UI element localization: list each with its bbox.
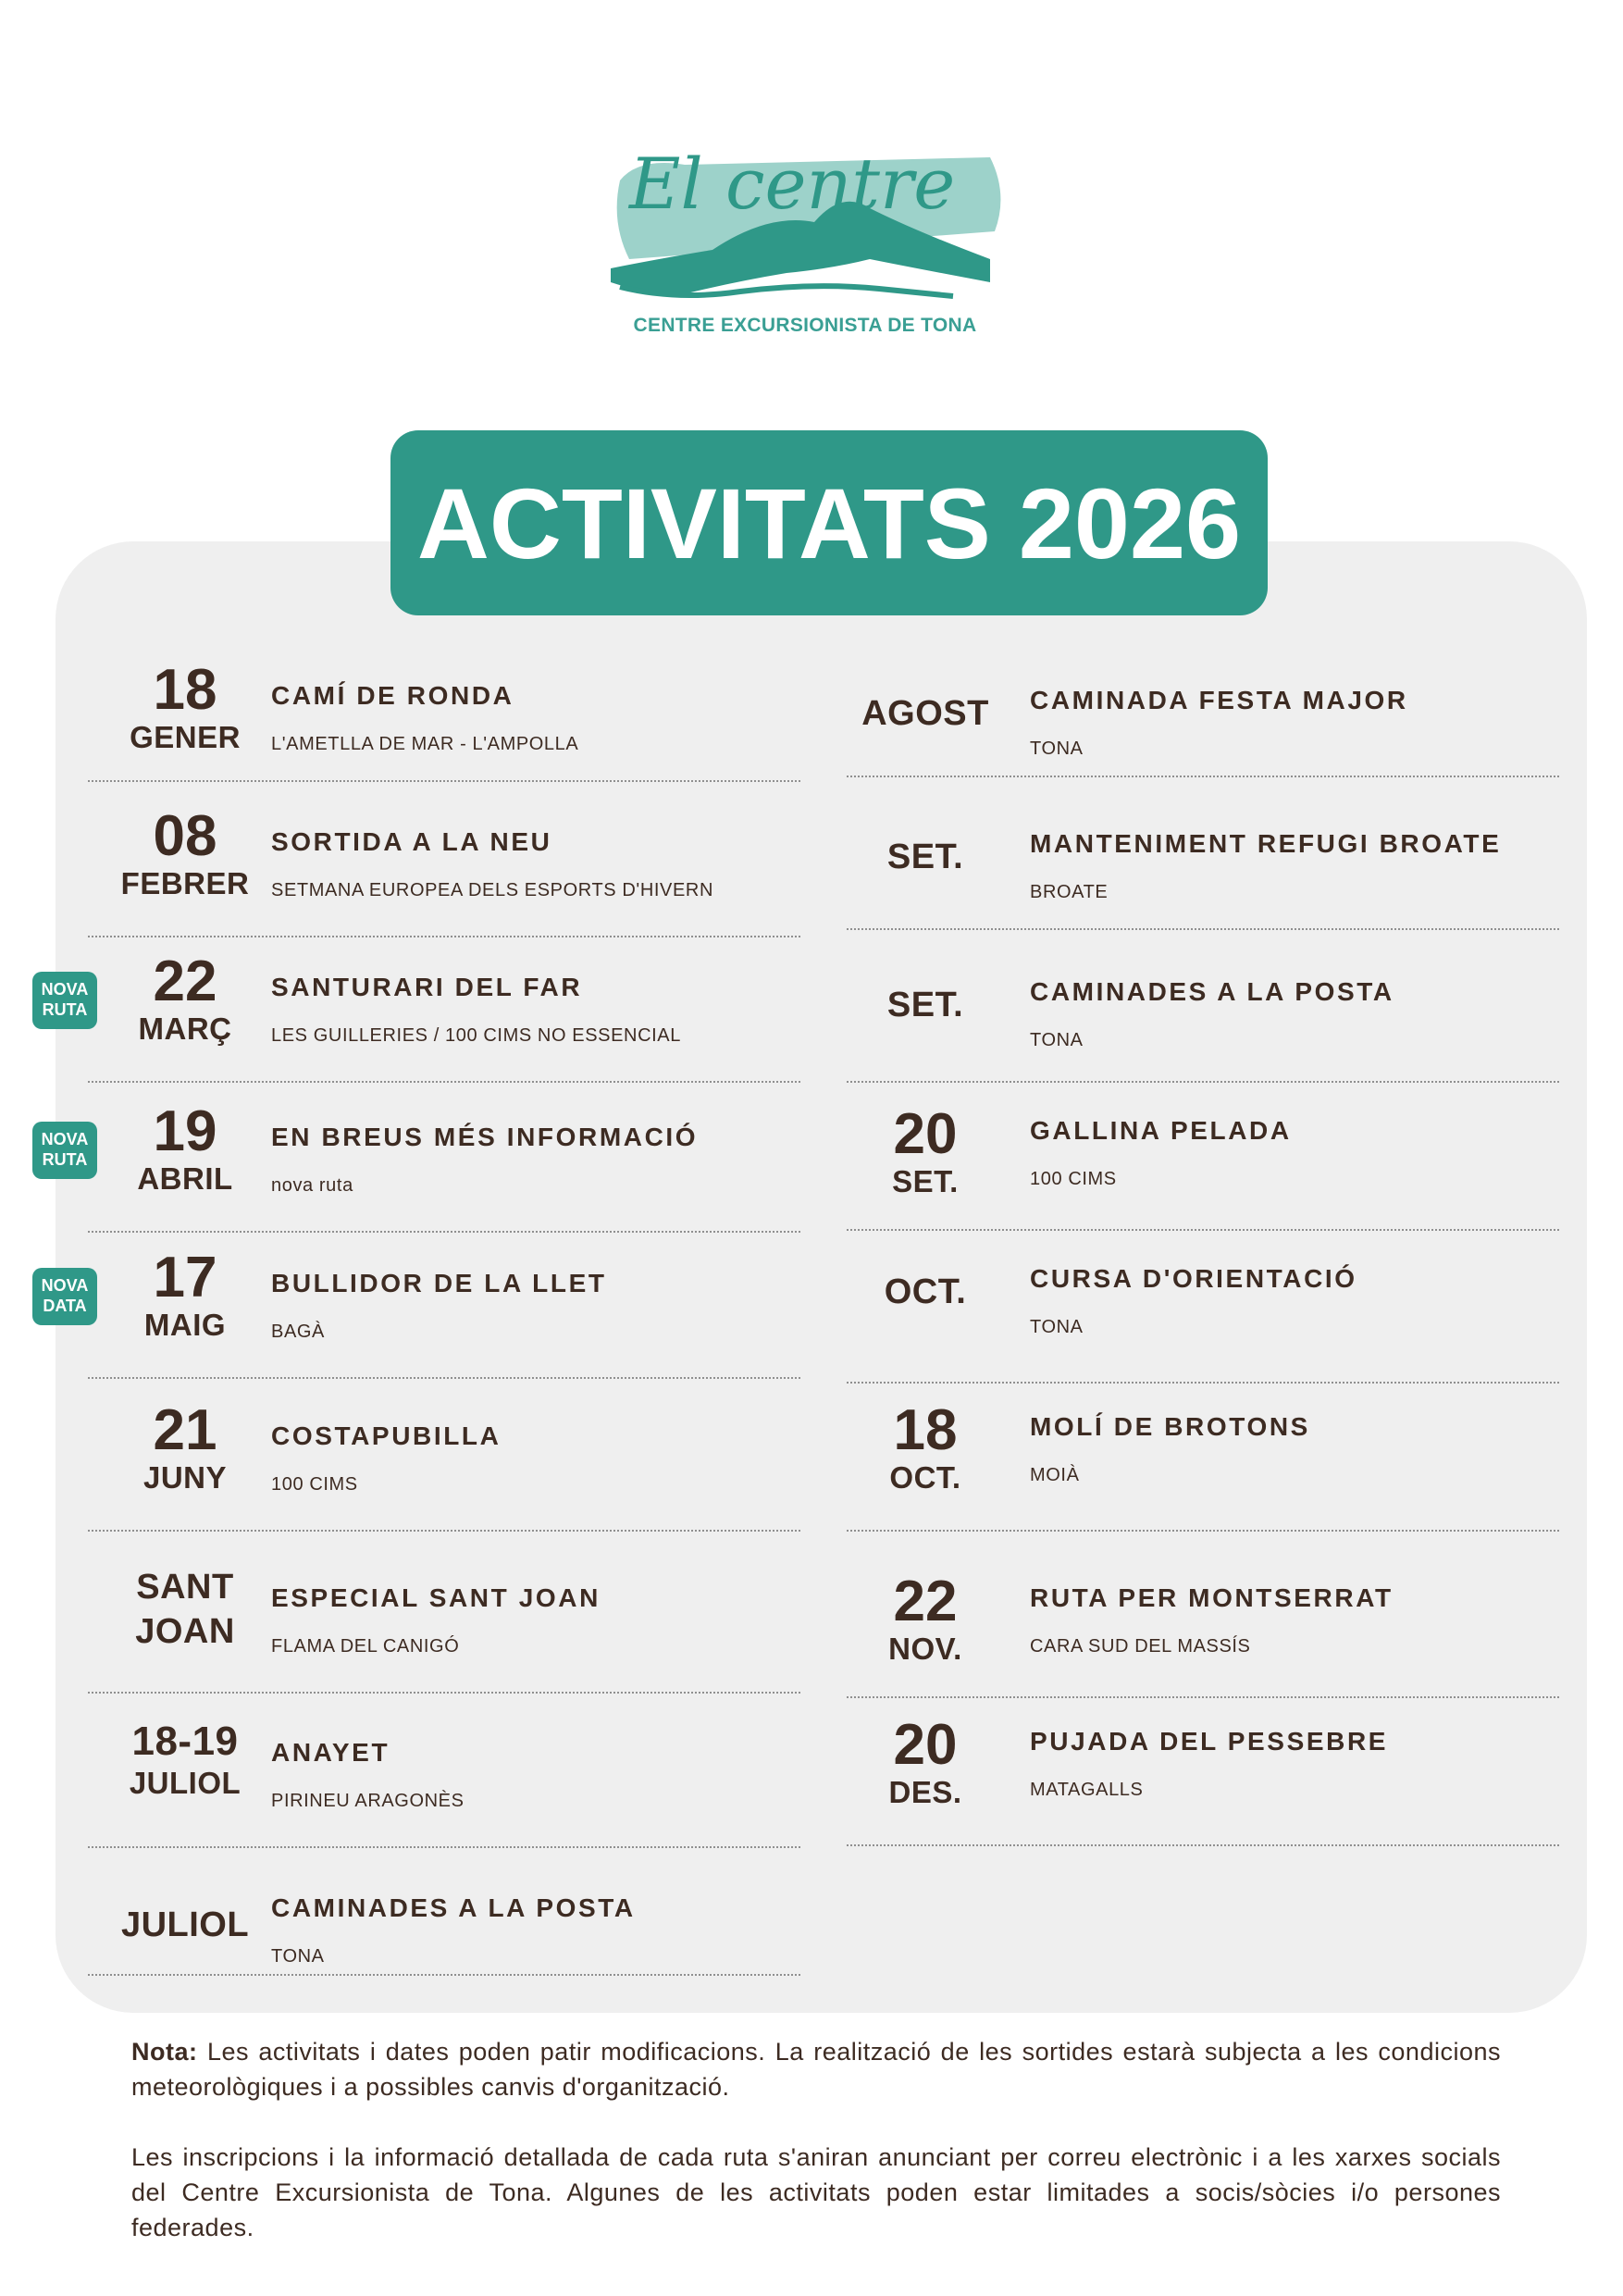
date-month: FEBRER [120, 866, 250, 900]
activity-info [1030, 828, 1501, 904]
activity-row [847, 676, 1559, 777]
new-badge [32, 1268, 97, 1325]
activity-info [271, 1122, 698, 1198]
activity-date [828, 692, 1022, 735]
date-number: 18 [153, 658, 217, 722]
dotted-divider [88, 1692, 800, 1694]
date-number: 22 [153, 949, 217, 1013]
activity-date [828, 1102, 1022, 1200]
badge-line: DATA [43, 1297, 87, 1315]
inscriptions-paragraph: Les inscripcions i la informació detallada de cada ruta s'aniran anunciant per correu electrònic i a les xarxes socials del Centre Excursionista de Tona. Algunes de les activitats poden estar limitades a socis/sòcies i/o persones federades. [131, 2143, 1501, 2241]
activity-date [828, 984, 1022, 1026]
activity-title: SANTURARI DEL FAR [271, 973, 583, 1001]
date-month: MAIG [143, 1308, 227, 1342]
dotted-divider [88, 1846, 800, 1848]
note-paragraph [131, 2034, 1501, 2104]
dotted-divider [88, 1081, 800, 1083]
badge-line: NOVA [41, 1276, 89, 1295]
activity-row [88, 1099, 800, 1233]
activity-subtitle: TONA [1030, 738, 1084, 759]
activity-subtitle: L'AMETLLA DE MAR - L'AMPOLLA [271, 734, 579, 754]
activity-date [828, 1398, 1022, 1496]
activity-date [88, 804, 282, 902]
activity-subtitle: TONA [271, 1946, 325, 1967]
activity-title: RUTA PER MONTSERRAT [1030, 1583, 1394, 1612]
activity-row [88, 658, 800, 782]
activity-subtitle: BAGÀ [271, 1322, 325, 1342]
date-month: AGOST [861, 694, 989, 733]
activity-date [828, 1570, 1022, 1668]
activity-title: CAMÍ DE RONDA [271, 681, 514, 710]
activity-subtitle: MOIÀ [1030, 1465, 1080, 1485]
activity-subtitle: 100 CIMS [271, 1474, 358, 1495]
activity-date [88, 1564, 282, 1653]
date-month: JULIOL [120, 1905, 250, 1944]
activity-row [88, 1398, 800, 1532]
activity-title: MOLÍ DE BROTONS [1030, 1412, 1310, 1441]
activity-subtitle: LES GUILLERIES / 100 CIMS NO ESSENCIAL [271, 1025, 681, 1046]
dotted-divider [847, 1229, 1559, 1231]
activity-date [88, 1246, 282, 1344]
activity-row [88, 1564, 800, 1694]
activity-date [828, 836, 1022, 878]
date-month: OCT. [884, 1272, 967, 1311]
date-month: SET. [886, 838, 964, 876]
note-label: Nota: [131, 2038, 198, 2066]
activity-title: CURSA D'ORIENTACIÓ [1030, 1264, 1357, 1293]
mountain-logo-icon [601, 120, 1009, 315]
dotted-divider [88, 1974, 800, 1976]
activity-date [88, 1398, 282, 1496]
dotted-divider [88, 1377, 800, 1379]
date-number: 18 [893, 1398, 958, 1462]
activity-title: SORTIDA A LA NEU [271, 827, 552, 856]
activity-info [1030, 1582, 1394, 1658]
activity-info [1030, 1726, 1388, 1802]
date-number: 08 [153, 804, 217, 868]
activity-subtitle: nova ruta [271, 1175, 353, 1196]
activity-row [88, 949, 800, 1083]
date-number: 18-19 [131, 1719, 239, 1764]
dotted-divider [847, 1530, 1559, 1532]
activity-title: EN BREUS MÉS INFORMACIÓ [271, 1123, 699, 1151]
activity-subtitle: CARA SUD DEL MASSÍS [1030, 1636, 1251, 1657]
logo-subtitle: CENTRE EXCURSIONISTA DE TONA [633, 315, 977, 336]
activity-subtitle: TONA [1030, 1030, 1084, 1050]
dotted-divider [847, 1382, 1559, 1384]
activity-info [271, 1582, 601, 1658]
badge-line: RUTA [42, 1000, 88, 1019]
activity-row [88, 1246, 800, 1379]
date-month: DES. [888, 1775, 962, 1809]
activity-subtitle: 100 CIMS [1030, 1169, 1117, 1189]
activity-row [847, 1398, 1559, 1532]
activity-info [271, 1268, 607, 1344]
activity-title: CAMINADES A LA POSTA [271, 1893, 636, 1922]
activity-info [1030, 1263, 1357, 1339]
activity-date [828, 1713, 1022, 1811]
dotted-divider [847, 928, 1559, 930]
logo-script-text: El centre [629, 143, 956, 225]
activity-subtitle: TONA [1030, 1317, 1084, 1337]
badge-line: NOVA [41, 1130, 89, 1148]
footer-notes [131, 2034, 1501, 2280]
new-badge [32, 1122, 97, 1179]
date-month: OCT. [889, 1460, 961, 1495]
date-month: NOV. [888, 1632, 962, 1666]
activity-date [88, 1719, 282, 1802]
date-month: MARÇ [138, 1011, 232, 1046]
date-number: SANT [136, 1568, 234, 1607]
activity-date [88, 949, 282, 1048]
activity-title: ESPECIAL SANT JOAN [271, 1583, 601, 1612]
dotted-divider [88, 1231, 800, 1233]
dotted-divider [847, 1696, 1559, 1698]
activity-row [847, 1102, 1559, 1231]
activity-info [271, 1421, 501, 1496]
date-month: ABRIL [137, 1161, 233, 1196]
activity-subtitle: BROATE [1030, 882, 1109, 902]
activity-title: MANTENIMENT REFUGI BROATE [1030, 829, 1502, 858]
activity-row [847, 1254, 1559, 1384]
activity-info [271, 1893, 636, 1968]
activity-row [847, 819, 1559, 930]
activity-info [271, 1737, 465, 1813]
activity-info [271, 826, 713, 902]
activity-title: CAMINADA FESTA MAJOR [1030, 686, 1408, 714]
dotted-divider [88, 1530, 800, 1532]
badge-line: NOVA [41, 980, 89, 999]
activity-title: GALLINA PELADA [1030, 1116, 1292, 1145]
date-month: SET. [886, 986, 964, 1024]
dotted-divider [88, 780, 800, 782]
activity-subtitle: SETMANA EUROPEA DELS ESPORTS D'HIVERN [271, 880, 713, 900]
date-month: JUNY [142, 1460, 228, 1495]
activity-subtitle: MATAGALLS [1030, 1780, 1144, 1800]
activity-row [88, 1719, 800, 1848]
date-number: 17 [153, 1246, 217, 1309]
activity-title: COSTAPUBILLA [271, 1421, 502, 1450]
date-month: SET. [892, 1164, 959, 1198]
activity-row [847, 1570, 1559, 1698]
date-number: 21 [153, 1398, 217, 1462]
date-number: 22 [893, 1570, 958, 1633]
activity-info [271, 972, 681, 1048]
date-number: 20 [893, 1102, 958, 1166]
activity-info [1030, 976, 1394, 1052]
activity-title: BULLIDOR DE LA LLET [271, 1269, 607, 1297]
date-month: GENER [130, 720, 241, 754]
activity-date [88, 658, 282, 756]
note-text: Les activitats i dates poden patir modificacions. La realització de les sortides estarà subjecta a les condicions meteorològiques i a possibles canvis d'organització. [131, 2038, 1501, 2101]
date-number: 20 [893, 1713, 958, 1777]
activity-title: CAMINADES A LA POSTA [1030, 977, 1394, 1006]
activity-row [847, 1713, 1559, 1846]
activity-date [88, 1099, 282, 1198]
date-number: 19 [153, 1099, 217, 1163]
activity-date [88, 1904, 282, 1946]
dotted-divider [88, 936, 800, 937]
activity-row [88, 804, 800, 937]
activity-info [1030, 1411, 1310, 1487]
dotted-divider [847, 776, 1559, 777]
page-title: ACTIVITATS 2026 [390, 430, 1268, 615]
activity-row [847, 967, 1559, 1083]
activity-info [1030, 1115, 1292, 1191]
activity-subtitle: FLAMA DEL CANIGÓ [271, 1636, 460, 1657]
activity-date [828, 1271, 1022, 1313]
club-logo [601, 120, 1009, 352]
activity-title: PUJADA DEL PESSEBRE [1030, 1727, 1389, 1756]
new-badge [32, 972, 97, 1029]
activity-title: ANAYET [271, 1738, 390, 1767]
date-month: JOAN [135, 1612, 235, 1651]
activity-info [1030, 685, 1408, 761]
activity-subtitle: PIRINEU ARAGONÈS [271, 1791, 465, 1811]
badge-line: RUTA [42, 1150, 88, 1169]
dotted-divider [847, 1081, 1559, 1083]
dotted-divider [847, 1844, 1559, 1846]
activity-info [271, 680, 578, 756]
activity-row [88, 1874, 800, 1976]
date-month: JULIOL [129, 1766, 242, 1800]
